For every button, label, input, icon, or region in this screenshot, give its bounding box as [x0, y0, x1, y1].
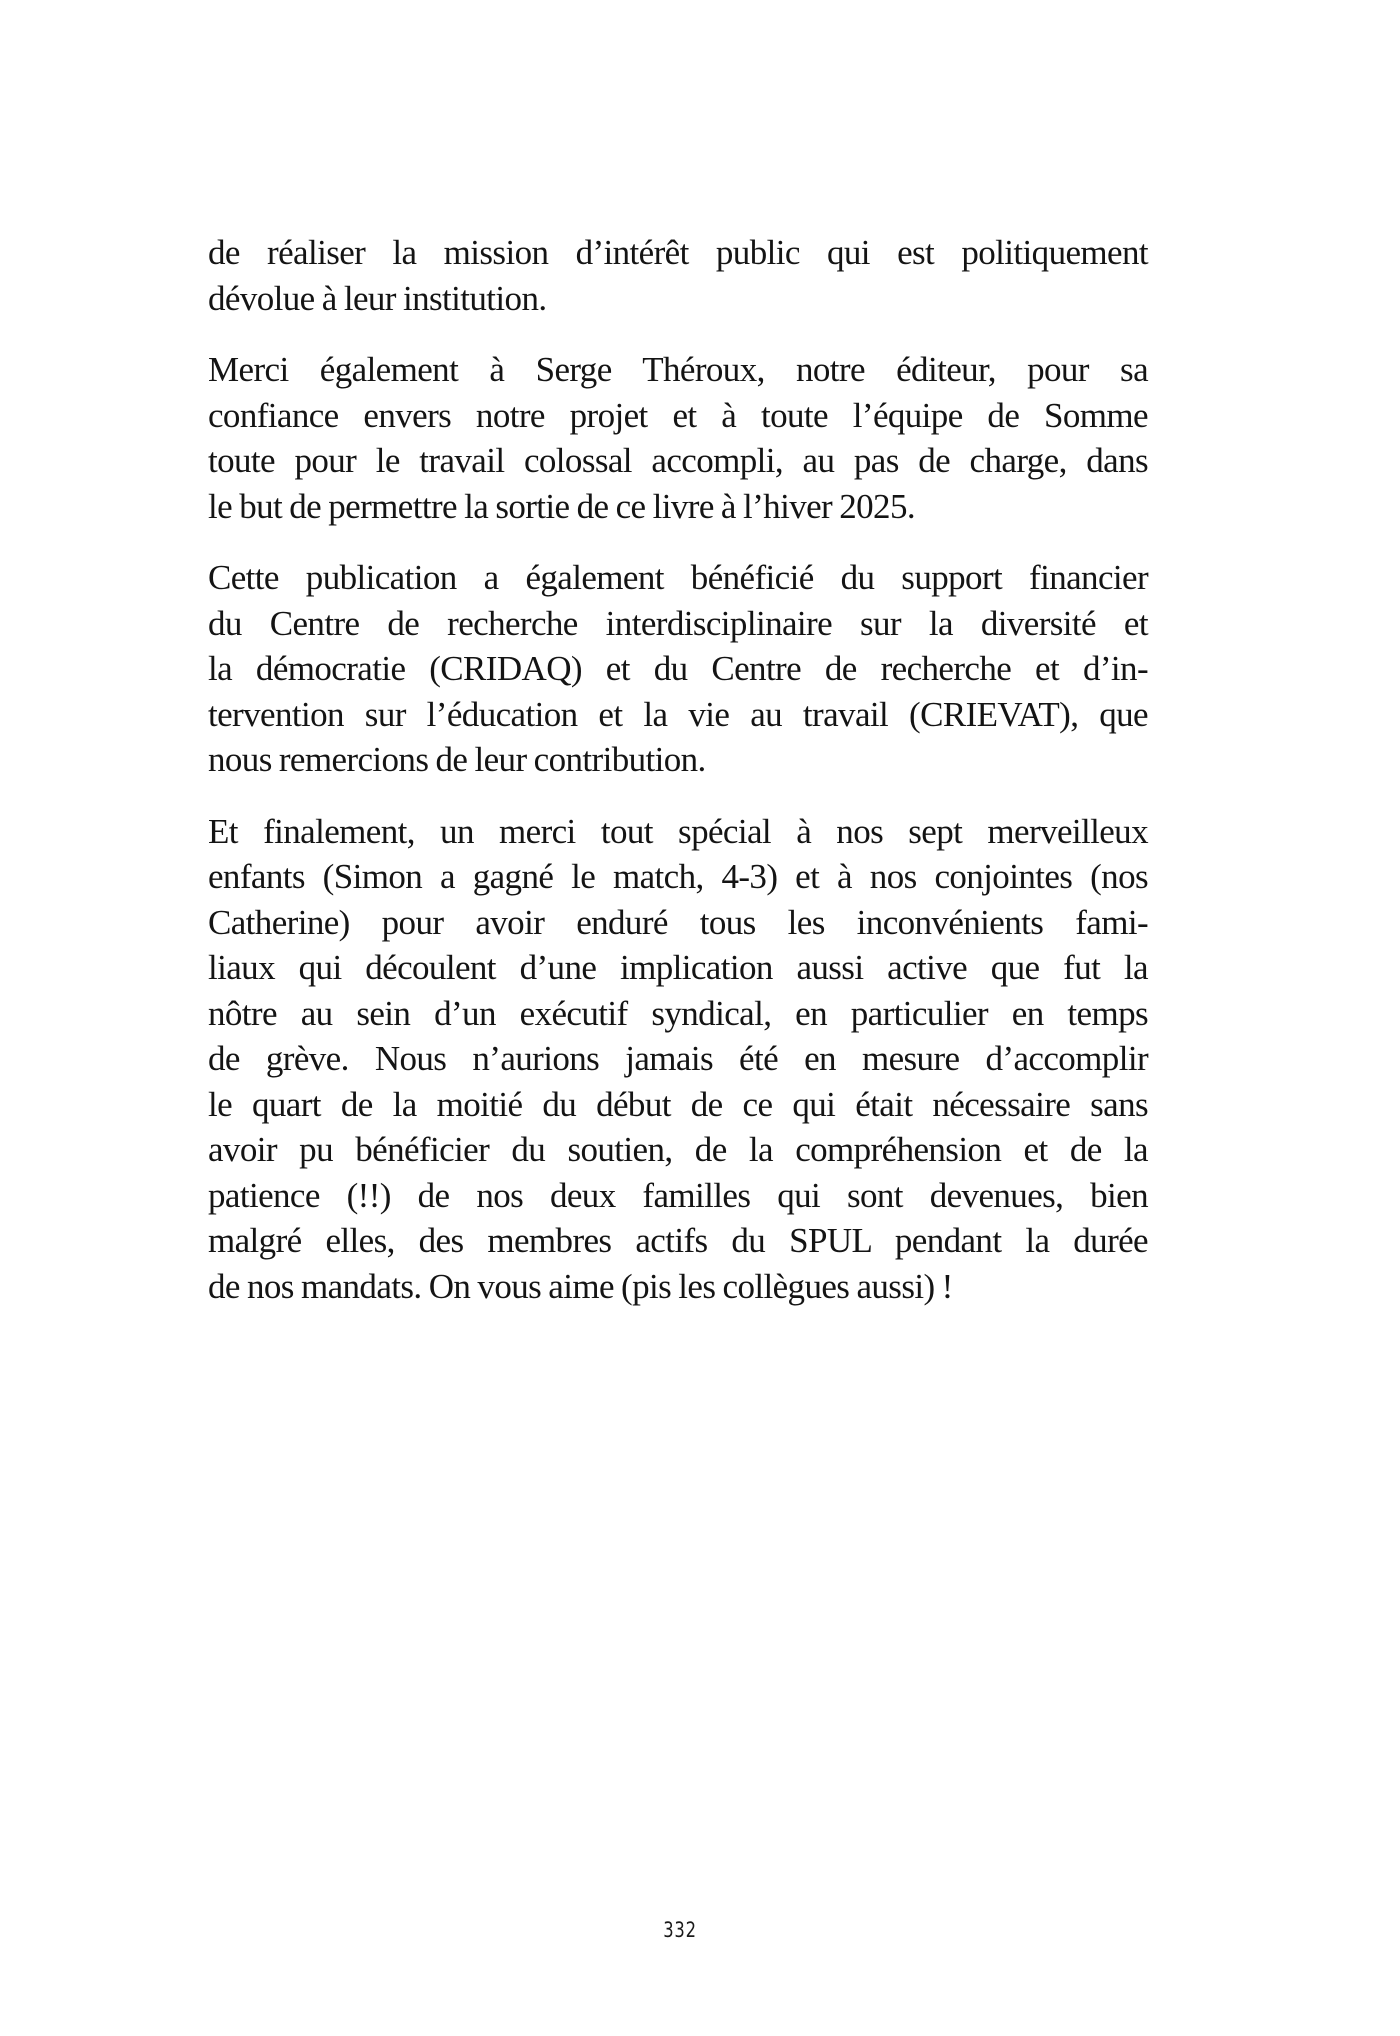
text-line: de grève. Nous n’aurions jamais été en mesure d’accomplir	[208, 1039, 1148, 1078]
text-line: nôtre au sein d’un exécutif syndical, en particulier en temps	[208, 993, 1148, 1033]
paragraph-funding	[208, 555, 1148, 783]
text-line: liaux qui découlent d’une implication aussi active que fut la	[208, 948, 1148, 987]
body-text	[208, 230, 1148, 1335]
text-line: la démocratie (CRIDAQ) et du Centre de recherche et d’in-	[208, 649, 1148, 688]
text-line: le quart de la moitié du début de ce qui était nécessaire sans	[208, 1084, 1148, 1124]
page-number: 332	[663, 1918, 697, 1942]
paragraph-thanks-publisher	[208, 347, 1148, 529]
text-line: enfants (Simon a gagné le match, 4-3) et à nos conjointes (nos	[208, 857, 1148, 896]
text-line: Catherine) pour avoir enduré tous les inconvénients fami-	[208, 902, 1148, 942]
text-line: du Centre de recherche interdisciplinaire sur la diversité et	[208, 603, 1148, 643]
text-line: Et finalement, un merci tout spécial à nos sept merveilleux	[208, 811, 1148, 851]
text-line: Merci également à Serge Théroux, notre éditeur, pour sa	[208, 350, 1148, 389]
text-line: de nos mandats. On vous aime (pis les collègues aussi) !	[208, 1266, 953, 1306]
text-line: avoir pu bénéficier du soutien, de la compréhension et de la	[208, 1130, 1148, 1169]
text-line: Cette publication a également bénéficié du support financier	[208, 558, 1148, 597]
paragraph-institution-mission	[208, 230, 1148, 321]
text-line: de réaliser la mission d’intérêt public qui est politiquement	[208, 233, 1148, 272]
text-line: malgré elles, des membres actifs du SPUL pendant la durée	[208, 1221, 1148, 1260]
text-line: tervention sur l’éducation et la vie au travail (CRIEVAT), que	[208, 694, 1148, 734]
paragraph-family-thanks	[208, 809, 1148, 1310]
text-line: dévolue à leur institution.	[208, 278, 547, 318]
text-line: patience (!!) de nos deux familles qui sont devenues, bien	[208, 1175, 1148, 1215]
text-line: toute pour le travail colossal accompli, au pas de charge, dans	[208, 441, 1148, 480]
text-line: nous remercions de leur contribution.	[208, 740, 706, 779]
text-line: confiance envers notre projet et à toute l’équipe de Somme	[208, 395, 1148, 435]
text-line: le but de permettre la sortie de ce livre à l’hiver 2025.	[208, 486, 915, 526]
